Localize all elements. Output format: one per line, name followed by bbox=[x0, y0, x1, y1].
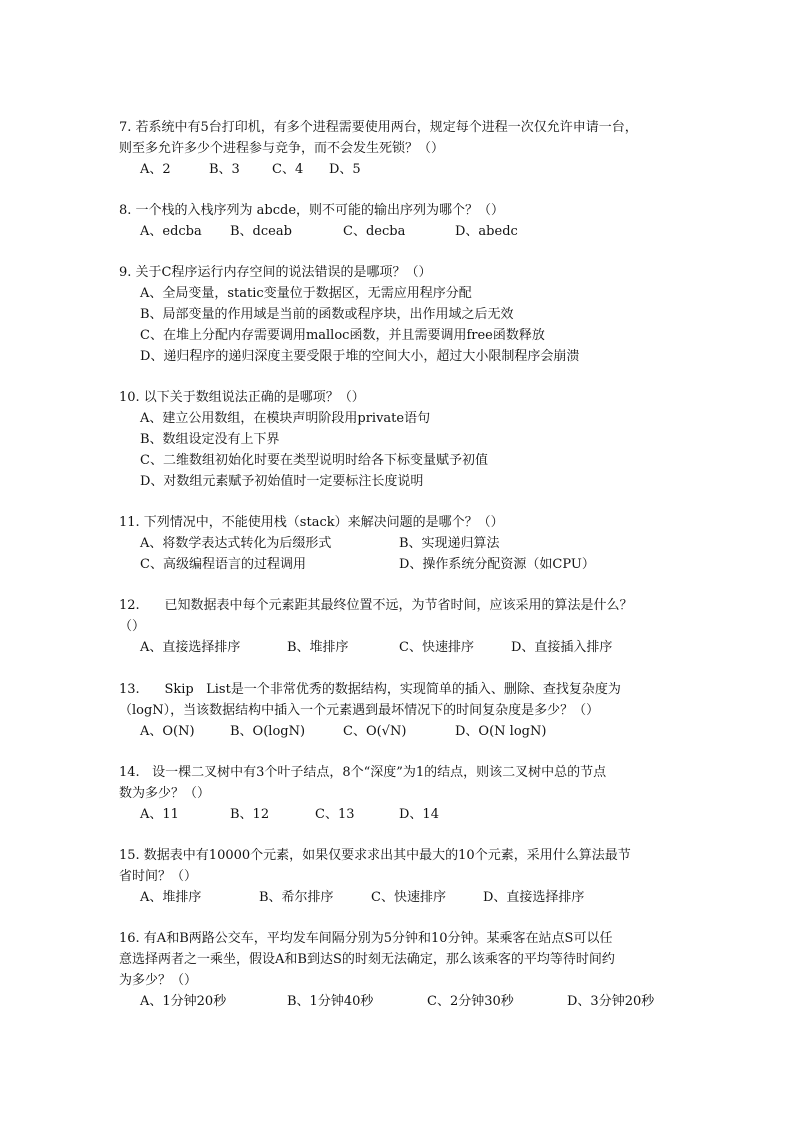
question-text: 11. 下列情况中，不能使用栈（stack）来解决问题的是哪个？（） bbox=[119, 515, 504, 530]
option-c: C、二维数组初始化时要在类型说明时给各下标变量赋予初值 bbox=[140, 453, 488, 468]
question-text: 15. 数据表中有10000个元素，如果仅要求求出其中最大的10个元素，采用什么算法最节 bbox=[119, 848, 631, 863]
option-a: A、将数学表达式转化为后缀形式 bbox=[140, 536, 332, 551]
option-a: A、11 bbox=[140, 807, 179, 822]
option-row bbox=[119, 887, 679, 908]
option-a: A、edcba bbox=[140, 224, 202, 239]
option-row bbox=[119, 721, 679, 742]
option-d: D、3分钟20秒 bbox=[567, 994, 655, 1009]
option-d: D、直接选择排序 bbox=[483, 890, 585, 905]
option-d: D、abedc bbox=[455, 224, 518, 239]
question-16 bbox=[119, 928, 679, 1012]
option-a: A、直接选择排序 bbox=[140, 640, 241, 655]
question-15 bbox=[119, 845, 679, 908]
option-b: B、实现递归算法 bbox=[399, 536, 500, 551]
option-b: B、希尔排序 bbox=[259, 890, 334, 905]
option-c: C、快速排序 bbox=[371, 890, 446, 905]
question-text: （logN），当该数据结构中插入一个元素遇到最坏情况下的时间复杂度是多少？（） bbox=[119, 703, 600, 718]
option-b: B、dceab bbox=[230, 224, 292, 239]
option-a: A、O(N) bbox=[140, 724, 195, 739]
question-text: 省时间？（） bbox=[119, 869, 198, 884]
question-text: 16. 有A和B两路公交车，平均发车间隔分别为5分钟和10分钟。某乘客在站点S可以任 bbox=[119, 931, 613, 946]
option-c: C、高级编程语言的过程调用 bbox=[140, 557, 306, 572]
option-row bbox=[119, 991, 679, 1012]
question-text: 为多少？（） bbox=[119, 973, 198, 988]
option-c: C、在堆上分配内存需要调用malloc函数，并且需要调用free函数释放 bbox=[140, 328, 545, 343]
question-12 bbox=[119, 595, 679, 658]
question-text: 9. 关于C程序运行内存空间的说法错误的是哪项？（） bbox=[119, 265, 432, 280]
option-d: D、递归程序的递归深度主要受限于堆的空间大小，超过大小限制程序会崩溃 bbox=[140, 349, 580, 364]
option-c: C、4 bbox=[272, 162, 304, 177]
question-text: 14. 设一棵二叉树中有3个叶子结点，8个“深度”为1的结点，则该二叉树中总的节点 bbox=[119, 765, 607, 780]
option-b: B、堆排序 bbox=[287, 640, 349, 655]
question-text: 10. 以下关于数组说法正确的是哪项？（） bbox=[119, 390, 365, 405]
option-a: A、1分钟20秒 bbox=[140, 994, 227, 1009]
option-a: A、全局变量，static变量位于数据区，无需应用程序分配 bbox=[140, 286, 472, 301]
option-b: B、12 bbox=[230, 807, 270, 822]
option-b: B、3 bbox=[209, 162, 240, 177]
option-row bbox=[119, 637, 679, 658]
question-8 bbox=[119, 200, 679, 242]
question-text: 8. 一个栈的入栈序列为 abcde，则不可能的输出序列为哪个？（） bbox=[119, 203, 505, 218]
option-d: D、直接插入排序 bbox=[511, 640, 613, 655]
option-c: C、2分钟30秒 bbox=[427, 994, 514, 1009]
option-row bbox=[119, 221, 679, 242]
option-b: B、数组设定没有上下界 bbox=[140, 432, 280, 447]
question-14 bbox=[119, 762, 679, 825]
option-b: B、1分钟40秒 bbox=[287, 994, 374, 1009]
option-row bbox=[119, 554, 679, 575]
question-7 bbox=[119, 117, 679, 180]
option-a: A、2 bbox=[140, 162, 171, 177]
question-10 bbox=[119, 387, 679, 492]
question-text: 意选择两者之一乘坐，假设A和B到达S的时刻无法确定，那么该乘客的平均等待时间约 bbox=[119, 952, 615, 967]
option-row bbox=[119, 159, 679, 180]
question-9 bbox=[119, 262, 679, 367]
question-text: 7. 若系统中有5台打印机，有多个进程需要使用两台，规定每个进程一次仅允许申请一台， bbox=[119, 120, 638, 135]
option-b: B、局部变量的作用域是当前的函数或程序块，出作用域之后无效 bbox=[140, 307, 514, 322]
option-c: C、快速排序 bbox=[399, 640, 474, 655]
option-c: C、O(√N) bbox=[343, 724, 407, 739]
option-row bbox=[119, 804, 679, 825]
question-text: 数为多少？（） bbox=[119, 786, 211, 801]
option-c: C、13 bbox=[315, 807, 355, 822]
option-d: D、5 bbox=[329, 162, 361, 177]
option-b: B、O(logN) bbox=[230, 724, 306, 739]
option-d: D、O(N logN) bbox=[455, 724, 547, 739]
option-d: D、14 bbox=[399, 807, 439, 822]
question-text: 则至多允许多少个进程参与竞争，而不会发生死锁？（） bbox=[119, 141, 445, 156]
question-text: （） bbox=[119, 619, 146, 634]
question-13 bbox=[119, 679, 679, 742]
question-11 bbox=[119, 512, 679, 575]
option-a: A、建立公用数组，在模块声明阶段用private语句 bbox=[140, 411, 431, 426]
question-text: 13. Skip List是一个非常优秀的数据结构，实现简单的插入、删除、查找复杂度为 bbox=[119, 682, 621, 697]
option-a: A、堆排序 bbox=[140, 890, 202, 905]
option-d: D、对数组元素赋予初始值时一定要标注长度说明 bbox=[140, 474, 424, 489]
option-c: C、decba bbox=[343, 224, 406, 239]
question-text: 12. 已知数据表中每个元素距其最终位置不远，为节省时间，应该采用的算法是什么？ bbox=[119, 598, 633, 613]
option-d: D、操作系统分配资源（如CPU） bbox=[399, 557, 595, 572]
option-row bbox=[119, 533, 679, 554]
